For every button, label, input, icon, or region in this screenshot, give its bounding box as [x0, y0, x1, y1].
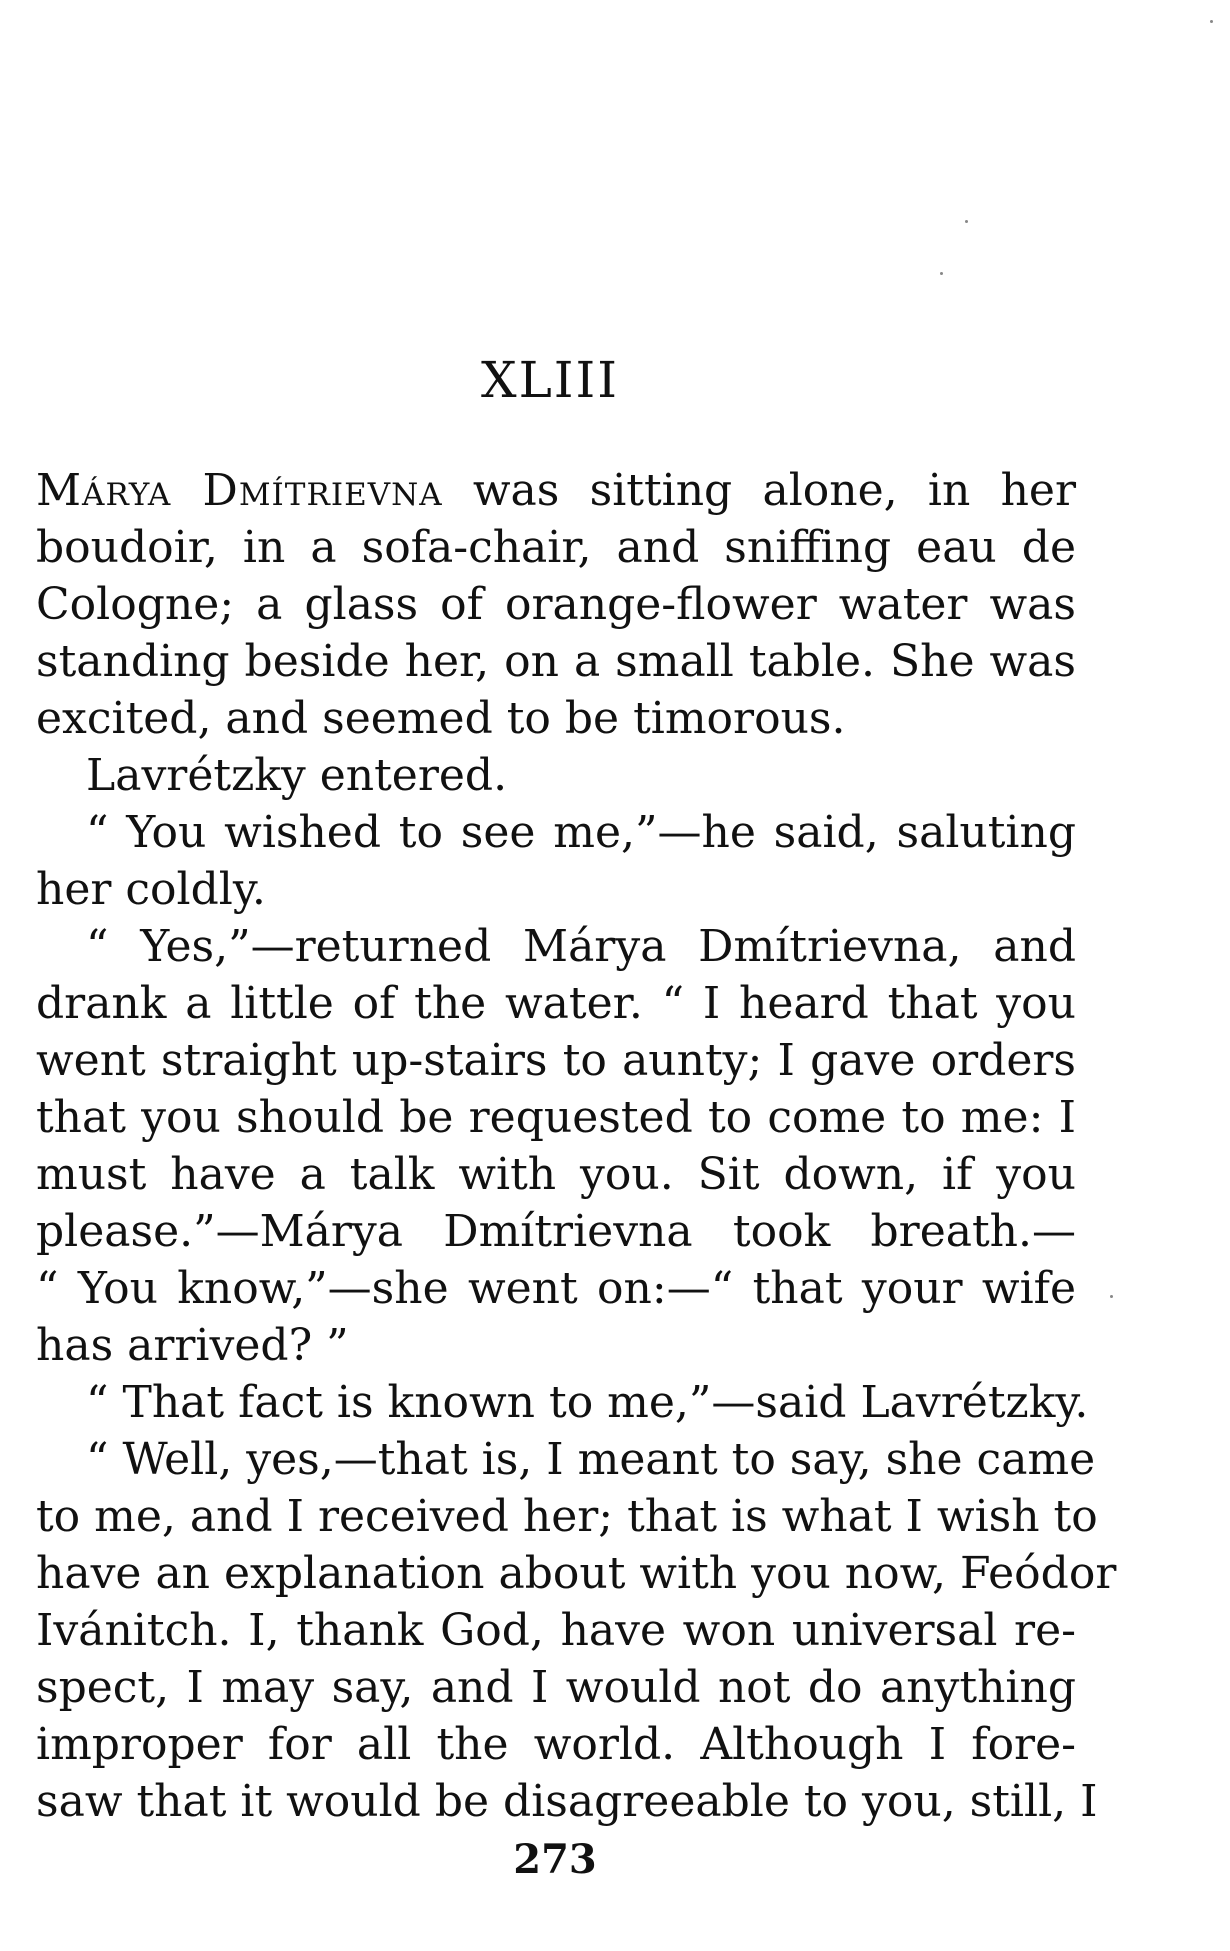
text-line	[36, 690, 1076, 747]
text-line-content: was sitting alone, in her	[442, 465, 1076, 516]
text-line	[36, 1146, 1076, 1203]
text-line-content: improper for all the world. Although I fore-	[36, 1719, 1076, 1770]
text-line	[36, 1659, 1076, 1716]
text-line-content: to me, and I received her; that is what I wish to	[36, 1491, 1098, 1542]
text-line	[36, 1089, 1076, 1146]
text-line-content: Lavrétzky entered.	[86, 750, 508, 801]
text-line	[86, 1431, 1096, 1488]
text-line	[36, 576, 1076, 633]
text-line	[36, 633, 1076, 690]
chapter-opening-name: Márya Dmítrievna	[36, 465, 443, 516]
text-line-content: her coldly.	[36, 864, 266, 915]
text-line	[36, 1317, 1076, 1374]
chapter-title: XLIII	[480, 351, 620, 409]
text-line-content: Ivánitch. I, thank God, have won universal re-	[36, 1605, 1076, 1656]
text-line-content: “ You know,”—she went on:—“ that your wife	[36, 1263, 1076, 1314]
text-line-content: have an explanation about with you now, Feódor	[36, 1548, 1117, 1599]
text-line-content: that you should be requested to come to me: I	[36, 1092, 1076, 1143]
text-line-content: “ Well, yes,—that is, I meant to say, she came	[86, 1434, 1096, 1485]
text-line	[36, 1488, 1098, 1545]
text-line-content: standing beside her, on a small table. She was	[36, 636, 1076, 687]
text-line	[36, 1203, 1076, 1260]
text-line	[86, 804, 1076, 861]
text-line	[36, 462, 1076, 519]
text-line	[36, 519, 1076, 576]
text-line-content: excited, and seemed to be timorous.	[36, 693, 846, 744]
text-line-content: Cologne; a glass of orange-flower water was	[36, 579, 1076, 630]
text-line	[36, 1716, 1076, 1773]
page-number: 273	[513, 1836, 597, 1883]
text-line	[86, 1374, 1089, 1431]
text-line	[36, 1032, 1076, 1089]
paper-speck	[1210, 20, 1213, 23]
text-line-content: “ Yes,”—returned Márya Dmítrievna, and	[86, 921, 1076, 972]
text-line-content: drank a little of the water. “ I heard that you	[36, 978, 1076, 1029]
text-line	[86, 918, 1076, 975]
text-line-content: please.”—Márya Dmítrievna took breath.—	[36, 1206, 1076, 1257]
text-line	[86, 747, 1076, 804]
text-line	[36, 1773, 1098, 1830]
text-line-content: “ You wished to see me,”—he said, saluting	[86, 807, 1076, 858]
text-line-content: spect, I may say, and I would not do anything	[36, 1662, 1076, 1713]
text-line	[36, 1602, 1076, 1659]
text-line	[36, 1545, 1117, 1602]
text-line	[36, 861, 1076, 918]
text-line-content: must have a talk with you. Sit down, if you	[36, 1149, 1076, 1200]
text-line-content: “ That fact is known to me,”—said Lavrétzky.	[86, 1377, 1089, 1428]
text-line	[36, 1260, 1076, 1317]
paper-speck	[1110, 1295, 1113, 1298]
paper-speck	[965, 220, 968, 223]
text-line-content: has arrived? ”	[36, 1320, 349, 1371]
text-line	[36, 975, 1076, 1032]
paper-speck	[940, 272, 943, 275]
text-line-content: saw that it would be disagreeable to you, still, I	[36, 1776, 1098, 1827]
text-line-content: boudoir, in a sofa-chair, and sniffing eau de	[36, 522, 1076, 573]
text-line-content: went straight up-stairs to aunty; I gave orders	[36, 1035, 1076, 1086]
